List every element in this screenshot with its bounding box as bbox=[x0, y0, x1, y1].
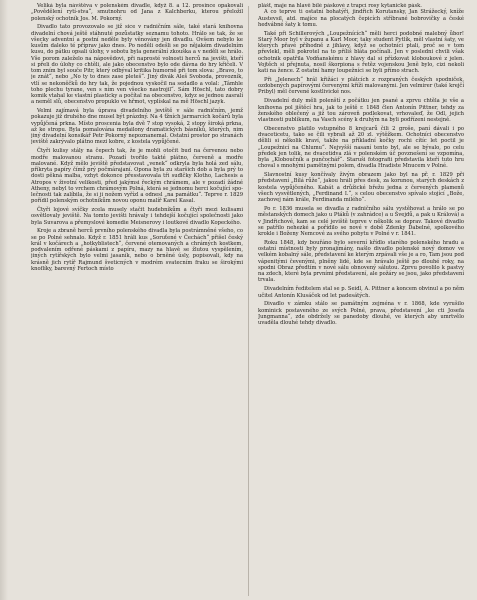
paragraph: Po r. 1836 musela se divadla z radničního sálu vystěhovat a hrálo se po městanských domech jako u Ptáků (v zahrádce) a u Švejdů, a pak u Králová) a v Jindřichové, kam se celé jeviště teprve v několik se doprav. Takové divadlo se patřilo nehezké a pořídilo se nové v době Zdenky Ďabelné, spolkového krokle i Boženy Nemcové za svého pobytu v Polné v r. 1841. bbox=[258, 206, 464, 238]
paragraph: Divadlo tato provozovalo se již sice v radničním sále, také stará knihovna divadelní chová ještě stáhnuté pozůstatky seznamu tohoto. Hrálo se tak, že se všecky adventní a postní neděle byly věnovány jen divadlu. Ovšem nebylo ke kusům daleko té příprav jako dnes. Po neděli odešli se po nějakém divadelním kusu, do pátku opsali úlohy, v sobotu byla generální zkouška a v neděli se hrálo. Vše porom zaleželo na nápovědovi, při naprosté volnosti herců na jevišti, kteří si přeli do úlohy co chtěli, ale jako obecenstvo bylo ode dávna do hry křičeli. V tom zním byl souče Pitr, který odbýval kritika humorně při tom slova: „Bravo, to je znát“, nebo „No ty to dnes zase pleteš“. Jiný divák Aleš Svoboda, provozník, vtlí se nekoněčků do hry tak, že pojednou vyskočil na sedadlo a volal: „Támhle toho plechu tyrane, ven s ním ven všecko nastrojil“. Sám Höschl, tato dobry komik vtahal ke vlastní plasticky a počítal na obecenstvo, kdyz se jednou zasralí a neměl slů, obecenstvo propuklo ve hřmot, vyplískal na mě Höschl jazyk. bbox=[31, 24, 243, 106]
paragraph: Obecenstvo platilo vstupného 8 krejcarů čili 2 groše, paní dávali i po dvaceticetu, tako se čili vybrali až 20 zl. výtěžkem. Ochotníci obecenstvo dělili si několik kraví, takže na příkladní kočky rochi cítíc let poctil je „Loupežnicí na Chlumu“. Nejvyšší nasaní tento byl, ale se bývalo, po celu předek jen tolik, ne dvacetidva zlá v polenském úč povznešení se vzpomína, byla „Kloboučník a punčochář“. Staruši fotografii představila kteří tuto hru choval s mnohými pamětnými polem, divadla Hradiste Mnucem v Polné. bbox=[258, 125, 464, 170]
article-left-column bbox=[31, 3, 243, 597]
paragraph: Roku 1848, kdy bouřáno bylo severní křídlo starého polenského hradu a ostatní místnosti byly pronajímány, našlo divadlo polenské nový domov ve velkém kobalný sále, představení ke kterým zrpávali vše je a ro, Tam jsou pod vápenitými čevenými, plněny lidé, kde se hrávalo ještě po dlouhé roky, na spodni Obraz předtím v nové sálu obnovený sálutou. Zprvu povolilo k pastvy na zdech, které byla prvními představení, ale požáry se jsou, jako představení trvala. bbox=[258, 239, 464, 284]
paragraph: Slavnostní kusy končívaly živým obrazem jako byl na př. r. 1829 při představení „Bílá růže“, jakou hráli přes desk, za korunou, starých deskách z kostela vypůjčeného. Kabát a drůžické břežu jedna z červených plamenů všech vysvětlených, „Ferdinand I.“, s celou obecenstvo spívalo stojící „Bože, zachovej nám krále, Ferdinanda milého“. bbox=[258, 172, 464, 204]
article-right-column bbox=[258, 3, 464, 597]
paragraph: Také při Schillerových „Loupežnících“ měli herci podobné malebný ůbor! Starý Moor byl v županu a Karl Moor, taky student Pytlík, měl vlastní šaty, ve kterých přavé příhodně z jihlavy, když se ochotníci ptali, proč se v tom převlekl, měli pokrotel na to příliš bláta počínali. Jen v posledni chvili však ochotnik opatřila Vodňanskému z hlavy dal si přízkovat kloboukové z jelen. Vojtěch si přejnuta, nosil škorpiona s řetěz vojenskou Jeně bylo, cizi nekoli kati na žence. Z ostatní hamy loupežníci se byli přímo strach. bbox=[258, 30, 464, 75]
column-divider bbox=[248, 6, 249, 596]
paragraph: Divadelním ředitelem stal se p. Seidl, A. Pittner a koncem obvinul a po něm učitel Antonín Klusáček od let padesátých. bbox=[258, 286, 464, 299]
paragraph: Velmi zajímavá byla úprava divadelního jeviště v sále radničním, jemž pokazuje již druhého dne musel být prázdný. Na 4 ťžních jarmarcích kočárů byla vypůjčená prkna. Místo proscenia byla dvě 7 stop vysoká, 2 stopy široká prkna, až ke stropu. Byla pomalována medailony dramatických básníků, kterých, nim jiný divadelní konsikář Petr Pokorný nepoznanemal. Ostatní prostor po stranách jeviště zakrývalo plátno mezi kobre, z kostela vypůjčené. bbox=[31, 108, 243, 146]
paragraph: Divadlo v zámku stálo se památným zejména v r. 1868, kde vyrušilo kominick postaveného ze svých Polné, prava, představení „ke cti Josefa Jungmanna“, zde obdržely se panedoby dlouhé, ve kterých aby umrtvělo uvaděla dlouhé tehdy divadlo. bbox=[258, 301, 464, 327]
paragraph: Kroje a zbraně herců prvního polenského divadla byla postrámněné všeho, co se po Polné sehnalo. Když r. 1851 hráli kus „Soruťené v Čechách“ přišel český král v kočárech a „hotkyblistech“, červené otemovaných a chrámých kostkem, podvalením odřené páskami z papíru, mazy na hlavě se žlutou vyspělením, jiných rytířských bylo velmi jasaník, nebo o brněné úsly, popisovali, kdy na krásně jich rytíř Rajmund šveticných v modrém svatecním fraku se širokými knoflíky, barevný Fertoch místo bbox=[31, 228, 243, 272]
paragraph: A co teprve ti ostatní bohatýři, jindřich Korutansky, Jan Strážecký, kníže Austevsil, atd. majíce na plocatých čepicích stříbrané bobrovičky a české hedvábné šaty k tomu. bbox=[258, 9, 464, 28]
paragraph: Čtyři kulisy stály na čepech tak, že je mohli otočit bud na červenou nebo modře malovanou stranu. Pozadí tvořilo takté plátno, červeně a modře malované. Když mělo jeviště představovat „venek“ odkryla byla holá zed sálu, příkryta papíry čímž prý počmárajaní. Opona byla zu staršich dob a byla prý to dosti pěkná malba, vzhyt dokonce přesstavovala tři suďičky Klotho, Lachesis a Atropos v životní velikosti, před jakýmsi řeckým chrámem, ale v pozadí žádné Atheny, nebyl to vrchem chrámovým Polná, která se jednomu herci kočující společnosti tak zalíbila, že si ji nožem vyřízl a odnesl „na památku“. Teprve r. 1829 pořídil polenským ochotníkům novou oponu malíř Karel Kasal. bbox=[31, 148, 243, 205]
paragraph: Čtyři lojové svíčky zcela musely stačit hudebníkům a čtyři mezi kulisami osvětlovaly jeviště. Na tomto jevišti hrávaly i tehdejší kočující společnosti jako byla Suvarova a přemyslové komedie Meisnerovy i loutkové divadlo Kopeckého. bbox=[31, 207, 243, 226]
page-edge-shadow bbox=[0, 0, 8, 600]
paragraph-intro: Veliká byla návštěva v polenském divadle, když 8. a 12. prosince opakovali „Povědělení rytí-stva“, smutnohru od Jana z Kalchberku, kterou přeložil polenský ochotník Jos. M. Pokorný. bbox=[31, 3, 243, 22]
paragraph-continued: plášť, maje na hlavě bílé páskové z trapcí rosy kytanické pásk. bbox=[258, 3, 422, 9]
paragraph: Divadelní duly měli polenští z počátku jen psané a zprvu chtěla je vše a knihovna pol jištěcí hra, jak to ještě r. 1848 člen Antonín Pittner, tehdy za ženského oblečený a již tou zároveň podlekovat, vrhovaleď, že Odl, jejich vlastnosti publíkum, na Vasch scény k druhým na byli podřízeni nestejně. bbox=[258, 98, 464, 124]
paragraph: Při „Jelenech“ hrál křižáci v plátcích z rozpraných českých spodniček, ozdobených papírovými červenými kříži malovanými. Jen velmirer (také krejčí Pribyl) měl červené kostlivické nos. bbox=[258, 76, 464, 96]
